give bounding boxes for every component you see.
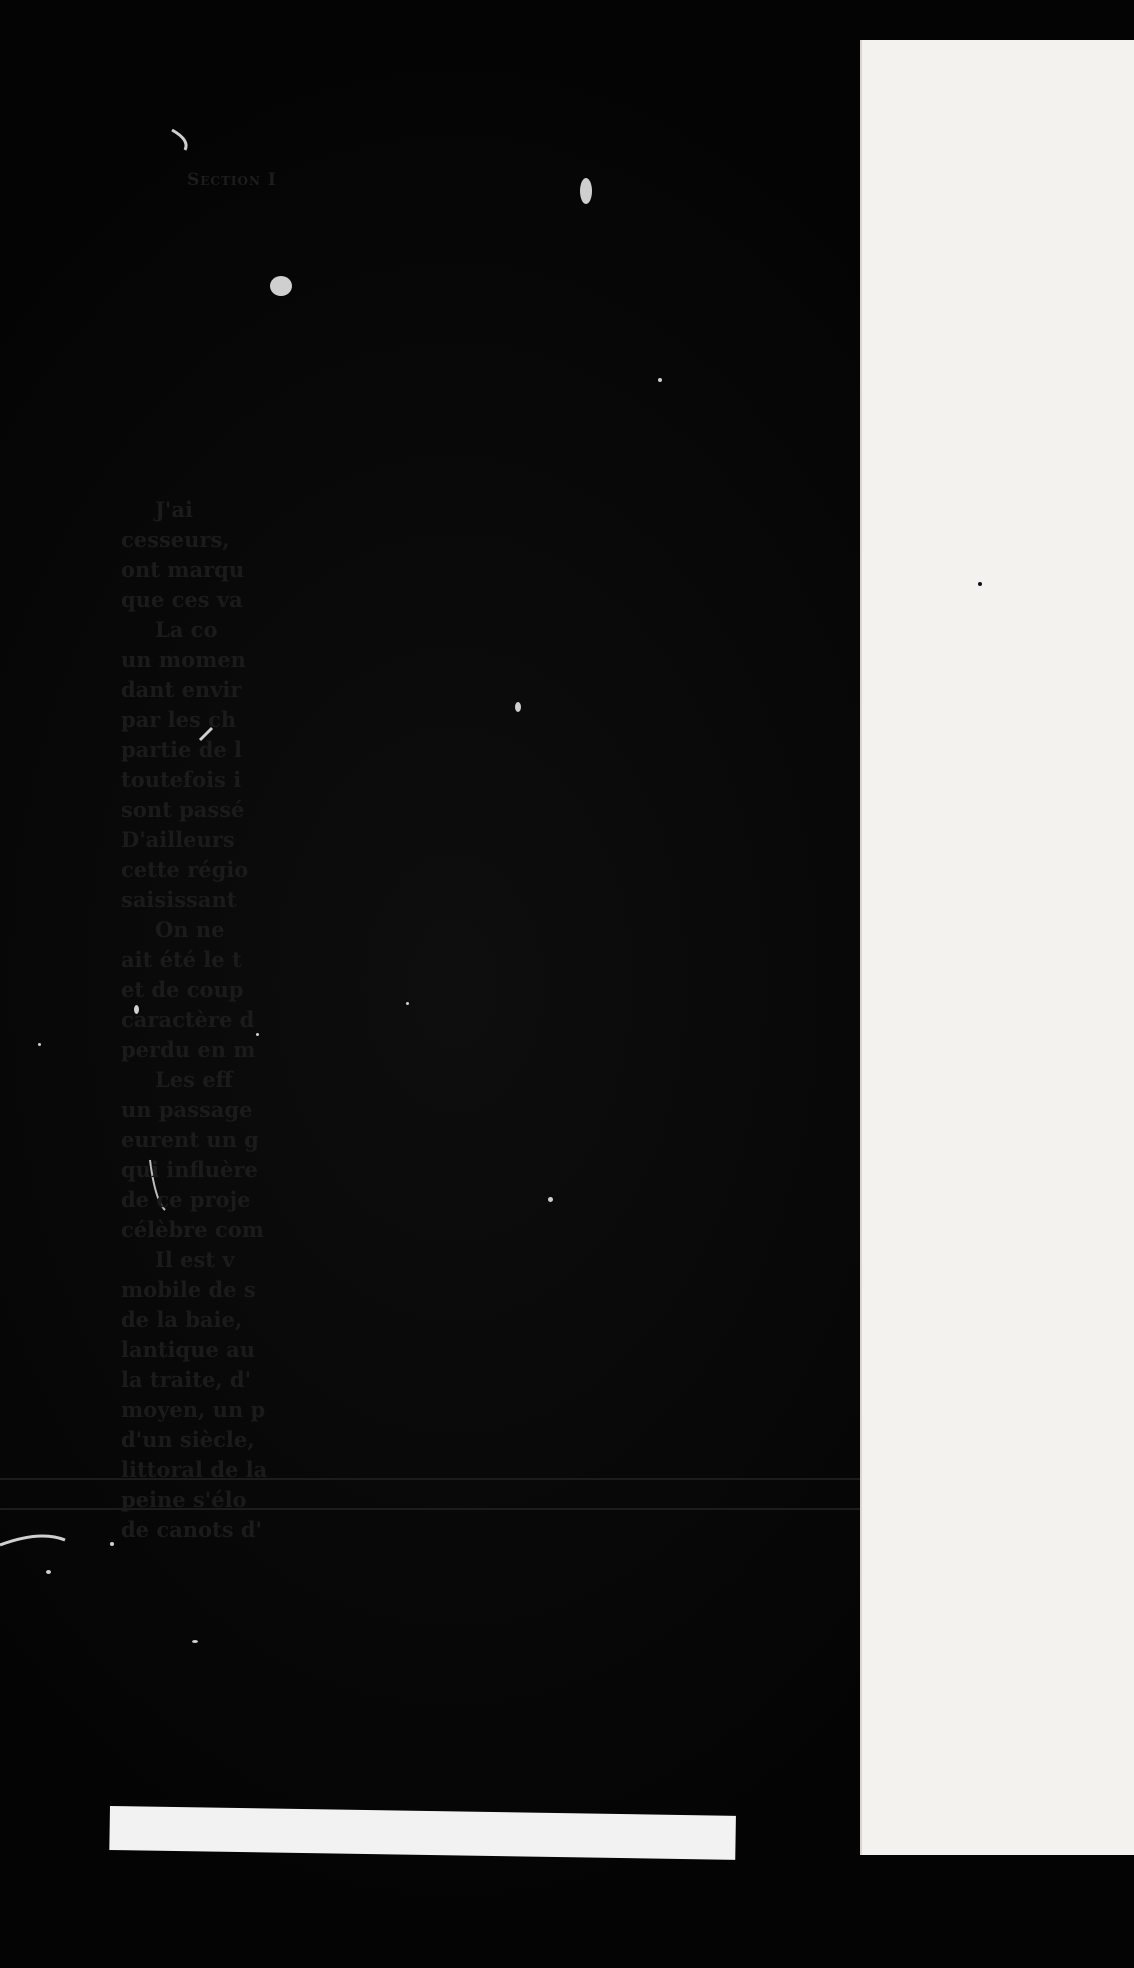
text-line: de la baie,	[121, 1307, 243, 1332]
text-line: eurent un g	[121, 1127, 259, 1152]
text-line: ait été le t	[121, 947, 242, 972]
text-line: La co	[155, 617, 218, 642]
text-line: par les ch	[121, 707, 237, 732]
text-line: Les eff	[155, 1067, 233, 1092]
text-line: de canots d'	[121, 1517, 262, 1542]
text-line: ont marqu	[121, 557, 245, 582]
text-line: sont passé	[121, 797, 245, 822]
text-line: On ne	[155, 917, 225, 942]
text-line: cette régio	[121, 857, 249, 882]
text-line: J'ai	[155, 497, 193, 522]
running-header: Section I	[187, 170, 277, 190]
text-line: dant envir	[121, 677, 242, 702]
text-line: D'ailleurs	[121, 827, 235, 852]
text-line: qui influère	[121, 1157, 258, 1182]
text-line: peine s'élo	[121, 1487, 247, 1512]
text-line: la traite, d'	[121, 1367, 252, 1392]
text-line: un passage	[121, 1097, 253, 1122]
text-line: partie de l	[121, 737, 243, 762]
text-line: moyen, un p	[121, 1397, 266, 1422]
text-line: de ce proje	[121, 1187, 251, 1212]
text-line: célèbre com	[121, 1217, 264, 1242]
margin-dot	[978, 582, 982, 586]
text-line: Il est v	[155, 1247, 235, 1272]
text-line: perdu en m	[121, 1037, 256, 1062]
text-line: lantique au	[121, 1337, 256, 1362]
page-body	[121, 495, 621, 1545]
text-line: que ces va	[121, 587, 243, 612]
text-line: saisissant	[121, 887, 237, 912]
book-page	[860, 40, 1134, 1855]
text-line: d'un siècle,	[121, 1427, 255, 1452]
text-line: et de coup	[121, 977, 244, 1002]
text-line: toutefois i	[121, 767, 242, 792]
text-line: cesseurs,	[121, 527, 230, 552]
text-line: caractère d	[121, 1007, 255, 1032]
text-line: littoral de la	[121, 1457, 268, 1482]
text-line: un momen	[121, 647, 246, 672]
text-line: mobile de s	[121, 1277, 256, 1302]
